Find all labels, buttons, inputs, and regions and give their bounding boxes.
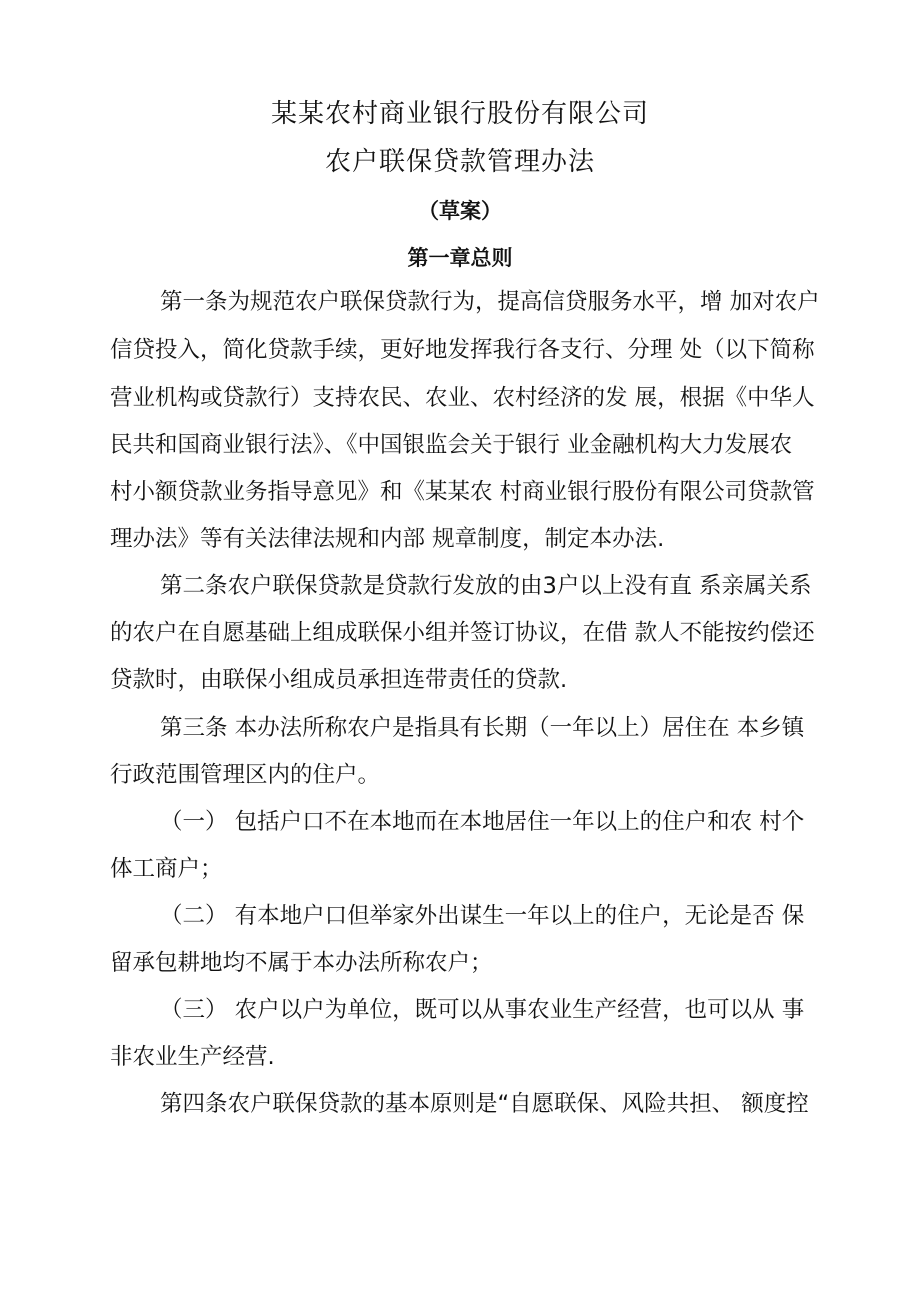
article-3-line-1: 第三条 本办法所称农户是指具有长期（一年以上）居住在 本乡镇	[160, 715, 805, 741]
article-3-line-2: 行政范围管理区内的住户。	[110, 762, 381, 788]
clause-2-line-1: （二） 有本地户口但举家外出谋生一年以上的住户，无论是否 保	[160, 903, 805, 929]
article-1-line-4: 民共和国商业银行法》、《中国银监会关于银行 业金融机构大力发展农	[110, 432, 793, 458]
clause-3-line-1: （三） 农户以户为单位，既可以从事农业生产经营，也可以从 事	[160, 997, 805, 1023]
article-1-line-3: 营业机构或贷款行）支持农民、农业、农村经济的发 展，根据《中华人	[110, 385, 815, 411]
chapter-heading: 第一章总则	[407, 246, 513, 270]
article-1-line-6: 理办法》等有关法律法规和内部 规章制度，制定本办法.	[110, 526, 665, 552]
article-4-line-1: 第四条农户联保贷款的基本原则是“自愿联保、风险共担、 额度控	[160, 1091, 809, 1117]
article-1-line-1: 第一条为规范农户联保贷款行为，提高信贷服务水平，增 加对农户	[160, 289, 820, 315]
article-1-line-5: 村小额贷款业务指导意见》和《某某农 村商业银行股份有限公司贷款管	[110, 479, 815, 505]
article-1-line-2: 信贷投入，简化贷款手续，更好地发挥我行各支行、分理 处（以下简称	[110, 337, 815, 363]
clause-1-line-2: 体工商户；	[110, 856, 223, 882]
clause-3-line-2: 非农业生产经营.	[110, 1044, 275, 1070]
draft-label: （草案）	[418, 199, 502, 223]
article-2-line-2: 的农户在自愿基础上组成联保小组并签订协议，在借 款人不能按约偿还	[110, 620, 815, 646]
clause-2-line-2: 留承包耕地均不属于本办法所称农户；	[110, 950, 493, 976]
document-title-line-1: 某某农村商业银行股份有限公司	[270, 99, 649, 129]
article-2-line-1: 第二条农户联保贷款是贷款行发放的由3户以上没有直 系亲属关系	[160, 573, 812, 599]
clause-1-line-1: （一） 包括户口不在本地而在本地居住一年以上的住户和农 村个	[160, 809, 805, 835]
article-2-line-3: 贷款时，由联保小组成员承担连带责任的贷款.	[110, 667, 568, 693]
document-title-line-2: 农户联保贷款管理办法	[324, 147, 595, 177]
